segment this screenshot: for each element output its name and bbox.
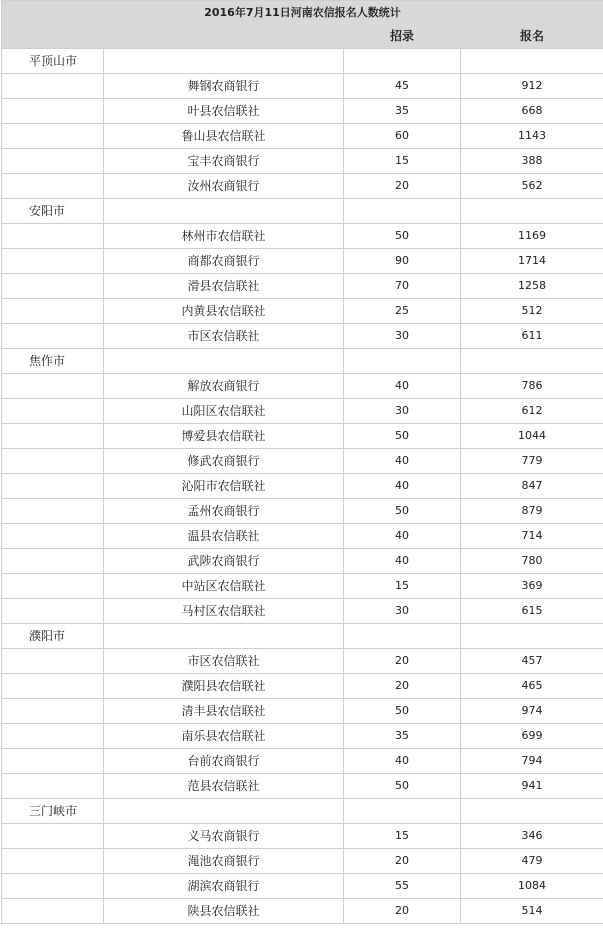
unit-name: 滑县农信联社 [104,274,344,299]
empty-cell [344,199,461,224]
empty-cell [2,674,104,699]
recruit-count: 20 [344,649,461,674]
empty-cell [2,299,104,324]
unit-name: 鲁山县农信联社 [104,124,344,149]
recruit-count: 40 [344,549,461,574]
empty-cell [2,399,104,424]
empty-cell [104,349,344,374]
table-title: 2016年7月11日河南农信报名人数统计 [2,1,603,25]
table-row [2,149,603,174]
city-name: 濮阳市 [2,624,104,649]
unit-name: 武陟农商银行 [104,549,344,574]
city-name: 焦作市 [2,349,104,374]
recruit-count: 15 [344,149,461,174]
empty-cell [2,449,104,474]
recruit-count: 40 [344,749,461,774]
recruit-count: 30 [344,399,461,424]
applicant-count: 1258 [461,274,603,299]
recruit-count: 45 [344,74,461,99]
applicant-count: 794 [461,749,603,774]
empty-cell [2,824,104,849]
recruit-count: 15 [344,824,461,849]
applicant-count: 479 [461,849,603,874]
empty-cell [2,249,104,274]
table-row [2,749,603,774]
recruit-count: 30 [344,324,461,349]
table-row [2,699,603,724]
header-row [2,24,603,49]
header-city-cell [2,24,104,49]
applicant-count: 369 [461,574,603,599]
unit-name: 沁阳市农信联社 [104,474,344,499]
unit-name: 市区农信联社 [104,649,344,674]
recruit-count: 50 [344,774,461,799]
header-applicants: 报名 [461,24,603,49]
recruit-count: 30 [344,599,461,624]
empty-cell [2,524,104,549]
empty-cell [461,199,603,224]
empty-cell [2,874,104,899]
empty-cell [344,49,461,74]
unit-name: 山阳区农信联社 [104,399,344,424]
table-row [2,774,603,799]
unit-name: 商都农商银行 [104,249,344,274]
empty-cell [461,799,603,824]
table-row [2,174,603,199]
unit-name: 叶县农信联社 [104,99,344,124]
recruit-count: 50 [344,499,461,524]
table-row [2,324,603,349]
unit-name: 渑池农商银行 [104,849,344,874]
table-row [2,599,603,624]
applicant-count: 879 [461,499,603,524]
table-row [2,574,603,599]
recruit-count: 20 [344,849,461,874]
applicant-count: 457 [461,649,603,674]
empty-cell [2,699,104,724]
table-row [2,124,603,149]
applicant-count: 1084 [461,874,603,899]
table-row [2,249,603,274]
recruit-count: 70 [344,274,461,299]
table-row [2,724,603,749]
unit-name: 汝州农商银行 [104,174,344,199]
header-unit-cell [104,24,344,49]
table-row [2,899,603,924]
table-body [2,1,603,924]
unit-name: 义马农商银行 [104,824,344,849]
recruit-count: 35 [344,724,461,749]
city-row [2,49,603,74]
recruit-count: 55 [344,874,461,899]
city-name: 安阳市 [2,199,104,224]
recruit-count: 60 [344,124,461,149]
table-row [2,99,603,124]
empty-cell [2,749,104,774]
table-row [2,474,603,499]
empty-cell [461,49,603,74]
recruit-count: 40 [344,524,461,549]
unit-name: 宝丰农商银行 [104,149,344,174]
applicant-count: 786 [461,374,603,399]
table-row [2,849,603,874]
recruit-count: 35 [344,99,461,124]
unit-name: 解放农商银行 [104,374,344,399]
empty-cell [461,349,603,374]
applicant-count: 668 [461,99,603,124]
recruit-count: 50 [344,699,461,724]
city-row [2,349,603,374]
empty-cell [461,624,603,649]
unit-name: 修武农商银行 [104,449,344,474]
unit-name: 濮阳县农信联社 [104,674,344,699]
empty-cell [2,774,104,799]
recruit-count: 40 [344,474,461,499]
applicant-count: 388 [461,149,603,174]
unit-name: 舞钢农商银行 [104,74,344,99]
table-row [2,399,603,424]
applicant-count: 941 [461,774,603,799]
empty-cell [2,124,104,149]
unit-name: 中站区农信联社 [104,574,344,599]
empty-cell [2,574,104,599]
applicant-count: 346 [461,824,603,849]
applicant-count: 847 [461,474,603,499]
city-row [2,624,603,649]
empty-cell [344,349,461,374]
city-name: 平顶山市 [2,49,104,74]
empty-cell [2,499,104,524]
applicant-count: 1169 [461,224,603,249]
city-row [2,799,603,824]
applicant-count: 514 [461,899,603,924]
table-row [2,224,603,249]
table-row [2,299,603,324]
unit-name: 台前农商银行 [104,749,344,774]
recruit-count: 90 [344,249,461,274]
city-name: 三门峡市 [2,799,104,824]
table-row [2,374,603,399]
recruit-count: 40 [344,449,461,474]
empty-cell [2,849,104,874]
unit-name: 市区农信联社 [104,324,344,349]
empty-cell [2,724,104,749]
table-row [2,274,603,299]
unit-name: 范县农信联社 [104,774,344,799]
applicant-count: 611 [461,324,603,349]
empty-cell [2,374,104,399]
empty-cell [2,74,104,99]
empty-cell [2,224,104,249]
empty-cell [2,424,104,449]
unit-name: 内黄县农信联社 [104,299,344,324]
empty-cell [344,624,461,649]
unit-name: 南乐县农信联社 [104,724,344,749]
recruit-count: 40 [344,374,461,399]
applicant-count: 615 [461,599,603,624]
applicant-count: 562 [461,174,603,199]
empty-cell [2,474,104,499]
empty-cell [104,799,344,824]
unit-name: 清丰县农信联社 [104,699,344,724]
applicant-count: 1714 [461,249,603,274]
title-row [2,1,603,25]
empty-cell [104,624,344,649]
recruit-count: 25 [344,299,461,324]
applicant-count: 714 [461,524,603,549]
city-row [2,199,603,224]
header-recruit: 招录 [344,24,461,49]
recruit-count: 50 [344,224,461,249]
empty-cell [2,649,104,674]
empty-cell [344,799,461,824]
table-row [2,549,603,574]
empty-cell [2,899,104,924]
applicant-count: 699 [461,724,603,749]
unit-name: 孟州农商银行 [104,499,344,524]
empty-cell [2,174,104,199]
table-row [2,649,603,674]
applicant-count: 974 [461,699,603,724]
applicant-count: 465 [461,674,603,699]
unit-name: 林州市农信联社 [104,224,344,249]
empty-cell [2,549,104,574]
table-row [2,824,603,849]
empty-cell [104,199,344,224]
recruit-count: 15 [344,574,461,599]
empty-cell [2,149,104,174]
empty-cell [2,274,104,299]
recruit-count: 20 [344,674,461,699]
unit-name: 温县农信联社 [104,524,344,549]
empty-cell [104,49,344,74]
applicant-count: 780 [461,549,603,574]
applicant-count: 779 [461,449,603,474]
table-row [2,424,603,449]
empty-cell [2,99,104,124]
table-row [2,449,603,474]
applicant-count: 1044 [461,424,603,449]
unit-name: 陕县农信联社 [104,899,344,924]
recruit-count: 50 [344,424,461,449]
unit-name: 马村区农信联社 [104,599,344,624]
recruit-count: 20 [344,899,461,924]
unit-name: 湖滨农商银行 [104,874,344,899]
empty-cell [2,599,104,624]
empty-cell [2,324,104,349]
table-row [2,524,603,549]
table-row [2,74,603,99]
registration-stats-table [1,0,603,924]
table-row [2,674,603,699]
applicant-count: 912 [461,74,603,99]
applicant-count: 1143 [461,124,603,149]
table-row [2,499,603,524]
applicant-count: 512 [461,299,603,324]
unit-name: 博爱县农信联社 [104,424,344,449]
recruit-count: 20 [344,174,461,199]
table-row [2,874,603,899]
applicant-count: 612 [461,399,603,424]
